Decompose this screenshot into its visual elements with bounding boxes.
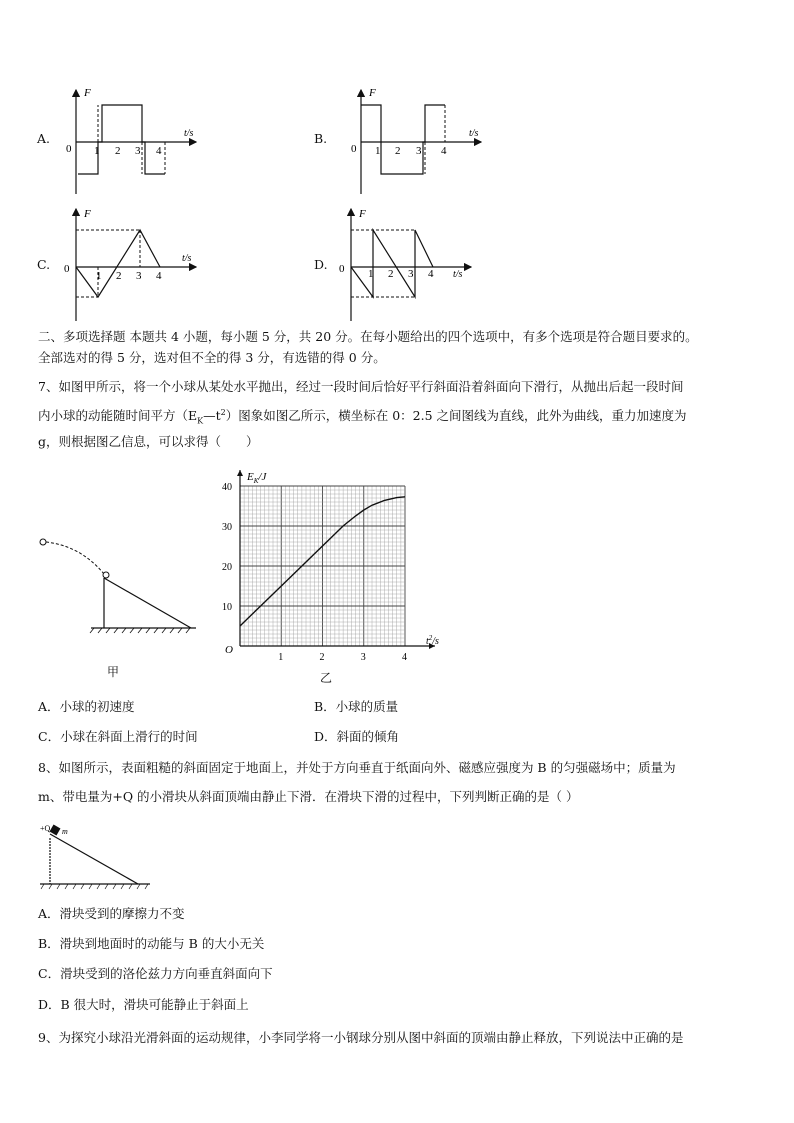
q9-line1: 9、为探究小球沿光滑斜面的运动规律，小李同学将一小钢球分别从图中斜面的顶端由静止释放，下列说法中正确的是 [38,1030,684,1045]
q8-line2: m、带电量为+Q 的小滑块从斜面顶端由静止下滑．在滑块下滑的过程中，下列判断正确的是（ ） [38,789,579,804]
q7-line3: g，则根据图乙信息，可以求得（ ） [38,434,259,449]
svg-text:3: 3 [416,145,422,157]
svg-text:m: m [62,827,68,836]
svg-text:F: F [84,208,91,220]
svg-text:0: 0 [351,143,357,155]
svg-text:2: 2 [395,145,401,157]
svg-text:4: 4 [156,270,162,282]
svg-text:F: F [359,208,366,220]
y-tick-label: 30 [222,522,232,533]
x-tick-label: 1 [278,652,284,663]
q8-option-c: C．滑块受到的洛伦兹力方向垂直斜面向下 [38,966,273,981]
figure-yi-chart [215,466,455,666]
option-b-label: B. [314,131,328,146]
svg-text:4: 4 [156,145,162,157]
q7-option-d: D．斜面的倾角 [314,729,400,744]
svg-text:4: 4 [441,145,447,157]
x-tick-label: 2 [319,652,325,663]
figure-jia-label: 甲 [107,665,120,679]
graph-a [60,86,200,196]
q7-option-a: A．小球的初速度 [38,699,135,714]
y-tick-label: 40 [222,482,232,493]
svg-text:0: 0 [339,263,345,275]
q8-line1: 8、如图所示，表面粗糙的斜面固定于地面上，并处于方向垂直于纸面向外、磁感应强度为 B 的匀强磁场中；质量为 [38,760,676,775]
svg-text:+Q: +Q [40,824,51,833]
chart-origin: O [225,644,233,656]
svg-text:2: 2 [115,145,121,157]
option-d-label: D. [314,257,328,272]
svg-text:3: 3 [408,268,414,280]
graph-d [335,205,475,323]
graph-b [345,86,485,196]
svg-text:1: 1 [96,270,102,282]
y-axis-arrow [237,470,243,476]
section2-line2: 全部选对的得 5 分，选对但不全的得 3 分，有选错的得 0 分。 [38,350,386,365]
svg-text:3: 3 [135,145,141,157]
svg-text:0: 0 [66,143,72,155]
svg-text:t/s: t/s [453,269,463,280]
section2-line1: 二、多项选择题 本题共 4 小题，每小题 5 分，共 20 分。在每小题给出的四个选项中，有多个选项是符合题目要求的。 [38,329,698,344]
svg-text:4: 4 [428,268,434,280]
figure-jia [36,530,201,640]
svg-text:1: 1 [375,145,381,157]
axis-t: t/s [184,128,194,139]
axis-f: F [84,87,91,99]
q8-figure [38,820,158,892]
option-c-label: C. [37,257,51,272]
svg-text:F: F [369,87,376,99]
svg-text:1: 1 [368,268,374,280]
option-a-label: A. [37,131,51,146]
svg-text:0: 0 [64,263,70,275]
svg-text:2: 2 [388,268,394,280]
chart-xlabel: $t^2/s$ [426,634,439,647]
q7-option-b: B．小球的质量 [314,699,399,714]
svg-text:1: 1 [94,145,100,157]
q7-line2: 内小球的动能随时间平方$(E_K—t^2)$图象如图乙所示，横坐标在 0：2.5 之间图线为直线，此外为曲线，重力加速度为 [38,408,687,426]
svg-text:t/s: t/s [469,128,479,139]
svg-text:2: 2 [116,270,122,282]
q8-option-d: D．B 很大时，滑块可能静止于斜面上 [38,997,249,1012]
q8-option-b: B．滑块到地面时的动能与 B 的大小无关 [38,936,265,951]
svg-text:t/s: t/s [182,253,192,264]
figure-yi-label: 乙 [320,671,333,685]
chart-ylabel: $E_K/J$ [247,471,267,485]
x-tick-label: 3 [360,652,366,663]
y-tick-label: 10 [222,602,232,613]
q7-option-c: C．小球在斜面上滑行的时间 [38,729,198,744]
q7-line1: 7、如图甲所示，将一个小球从某处水平抛出，经过一段时间后恰好平行斜面沿着斜面向下滑行，从抛出后起一段时间 [38,379,684,394]
svg-text:3: 3 [136,270,142,282]
graph-c [60,205,200,323]
q8-option-a: A．滑块受到的摩擦力不变 [38,906,185,921]
y-tick-label: 20 [222,562,232,573]
x-tick-label: 4 [402,652,407,663]
